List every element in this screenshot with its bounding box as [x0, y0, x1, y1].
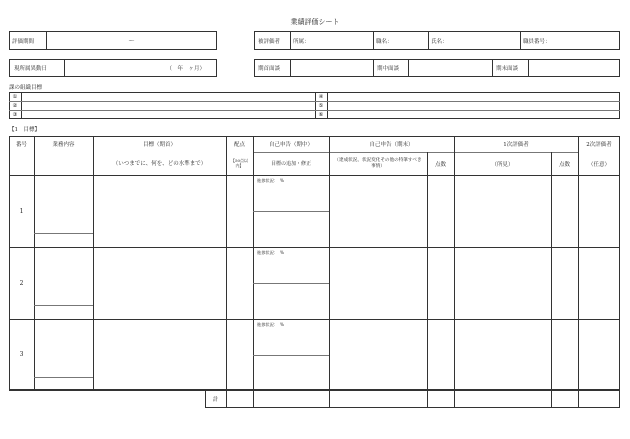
row-1-eval1-opinion[interactable]: [454, 175, 551, 247]
row-1-progress[interactable]: 進捗状況： %: [257, 177, 285, 183]
header-self-end-score: 点数: [434, 161, 446, 168]
interview-start-field[interactable]: [290, 59, 373, 77]
total-label: 計: [212, 397, 219, 403]
evaluation-period-label: 評価期間: [12, 38, 35, 45]
period-separator: 〜: [128, 38, 135, 45]
row-2-eval1-score[interactable]: [551, 247, 578, 319]
row-2-self-end-field[interactable]: [329, 247, 427, 319]
org-goal-field-4[interactable]: [327, 92, 620, 101]
org-goal-num-3: ③: [12, 111, 18, 118]
page-title: 業績評価シート: [290, 18, 340, 26]
org-goal-field-1[interactable]: [21, 92, 315, 101]
org-goal-num-1: ①: [12, 93, 18, 100]
row-2-eval1-opinion[interactable]: [454, 247, 551, 319]
row-3-eval1-opinion[interactable]: [454, 319, 551, 390]
interview-start-label: 期首面談: [258, 66, 281, 72]
row-2-self-end-score[interactable]: [427, 247, 454, 319]
row-1-number: 1: [19, 207, 24, 215]
row-3-self-end-field[interactable]: [329, 319, 427, 390]
header-eval1-score: 点数: [558, 161, 570, 168]
org-goal-field-2[interactable]: [21, 101, 315, 110]
row-1-eval2-field[interactable]: [578, 175, 620, 247]
assignment-duration-suffix: （ 年 ヶ月）: [166, 66, 205, 72]
header-self-mid-sub: 目標の追加・修正: [270, 161, 311, 167]
row-2-self-mid-field[interactable]: [253, 283, 329, 319]
position-label: 職名：: [376, 38, 393, 45]
row-3-progress[interactable]: 進捗状況： %: [257, 321, 285, 327]
staff-number-label: 職員番号：: [523, 38, 551, 45]
org-goal-field-6[interactable]: [327, 110, 620, 119]
evaluation-period-field[interactable]: [46, 31, 217, 50]
row-2-goal-field[interactable]: [93, 247, 226, 319]
total-eval1-score[interactable]: [551, 390, 578, 408]
total-self-end-score[interactable]: [427, 390, 454, 408]
org-goal-num-5: ⑤: [318, 102, 324, 109]
header-eval1: 1次評価者: [503, 142, 529, 148]
staff-number-field[interactable]: [523, 31, 620, 50]
header-goal-sub: （いつまでに、何を、どの水準まで）: [112, 161, 207, 167]
row-3-eval1-score[interactable]: [551, 319, 578, 390]
header-self-mid: 自己申告（期中）: [268, 142, 313, 148]
row-1-self-end-field[interactable]: [329, 175, 427, 247]
header-self-end-sub: [329, 152, 427, 175]
org-goal-field-3[interactable]: [21, 110, 315, 119]
position-field[interactable]: [376, 31, 428, 50]
department-field[interactable]: [293, 31, 373, 50]
name-field[interactable]: [431, 31, 520, 50]
row-2-number: 2: [19, 279, 24, 287]
row-3-points-field[interactable]: [226, 319, 253, 390]
header-eval2-sub: （任意）: [587, 161, 610, 168]
header-self-end: 自己申告（期末）: [369, 142, 414, 148]
row-3-self-end-score[interactable]: [427, 319, 454, 390]
row-2-eval2-field[interactable]: [578, 247, 620, 319]
org-goal-num-4: ④: [318, 93, 324, 100]
row-1-points-field[interactable]: [226, 175, 253, 247]
header-task: 業務内容: [52, 142, 75, 148]
row-3-goal-field[interactable]: [93, 319, 226, 390]
row-3-eval2-field[interactable]: [578, 319, 620, 390]
interview-end-field[interactable]: [528, 59, 620, 77]
header-points: 配点: [233, 142, 245, 148]
row-1-self-end-score[interactable]: [427, 175, 454, 247]
header-eval2: 2次評価者: [586, 142, 612, 148]
row-1-goal-field[interactable]: [93, 175, 226, 247]
row-3-task-field[interactable]: [34, 319, 93, 390]
row-2-progress[interactable]: 進捗状況： %: [257, 249, 285, 255]
interview-mid-field[interactable]: [408, 59, 492, 77]
row-1-task-field[interactable]: [34, 175, 93, 247]
org-goal-field-5[interactable]: [327, 101, 620, 110]
row-2-task-field[interactable]: [34, 247, 93, 319]
interview-mid-label: 期中面談: [377, 66, 400, 72]
row-3-number: 3: [19, 351, 24, 358]
row-3-self-mid-field[interactable]: [253, 355, 329, 390]
header-eval1-opinion: （所見）: [491, 161, 514, 168]
row-1-eval1-score[interactable]: [551, 175, 578, 247]
header-points-sub-text: 【50点以内】: [230, 157, 249, 168]
header-points-sub: [226, 152, 253, 175]
org-goal-num-6: ⑥: [318, 111, 324, 118]
row-1-self-mid-field[interactable]: [253, 211, 329, 247]
section-label: 【1 目標】: [9, 126, 40, 133]
interview-end-label: 期末面談: [496, 66, 519, 72]
assignment-date-field[interactable]: [64, 59, 217, 77]
name-label: 氏名：: [431, 38, 448, 45]
row-2-points-field[interactable]: [226, 247, 253, 319]
org-goal-num-2: ②: [12, 102, 18, 109]
header-no: 番号: [15, 142, 27, 148]
total-points-field[interactable]: [226, 390, 253, 408]
assignment-date-label: 現所属異動日: [14, 66, 48, 72]
header-self-end-sub-text: （達成状況、状況変化その他の特筆すべき事情）: [334, 157, 422, 169]
header-goal: 目標（期首）: [142, 142, 176, 148]
department-label: 所属：: [293, 38, 310, 45]
evaluatee-label: 被評価者: [258, 38, 281, 45]
org-goals-label: 課の組織目標: [9, 85, 43, 91]
